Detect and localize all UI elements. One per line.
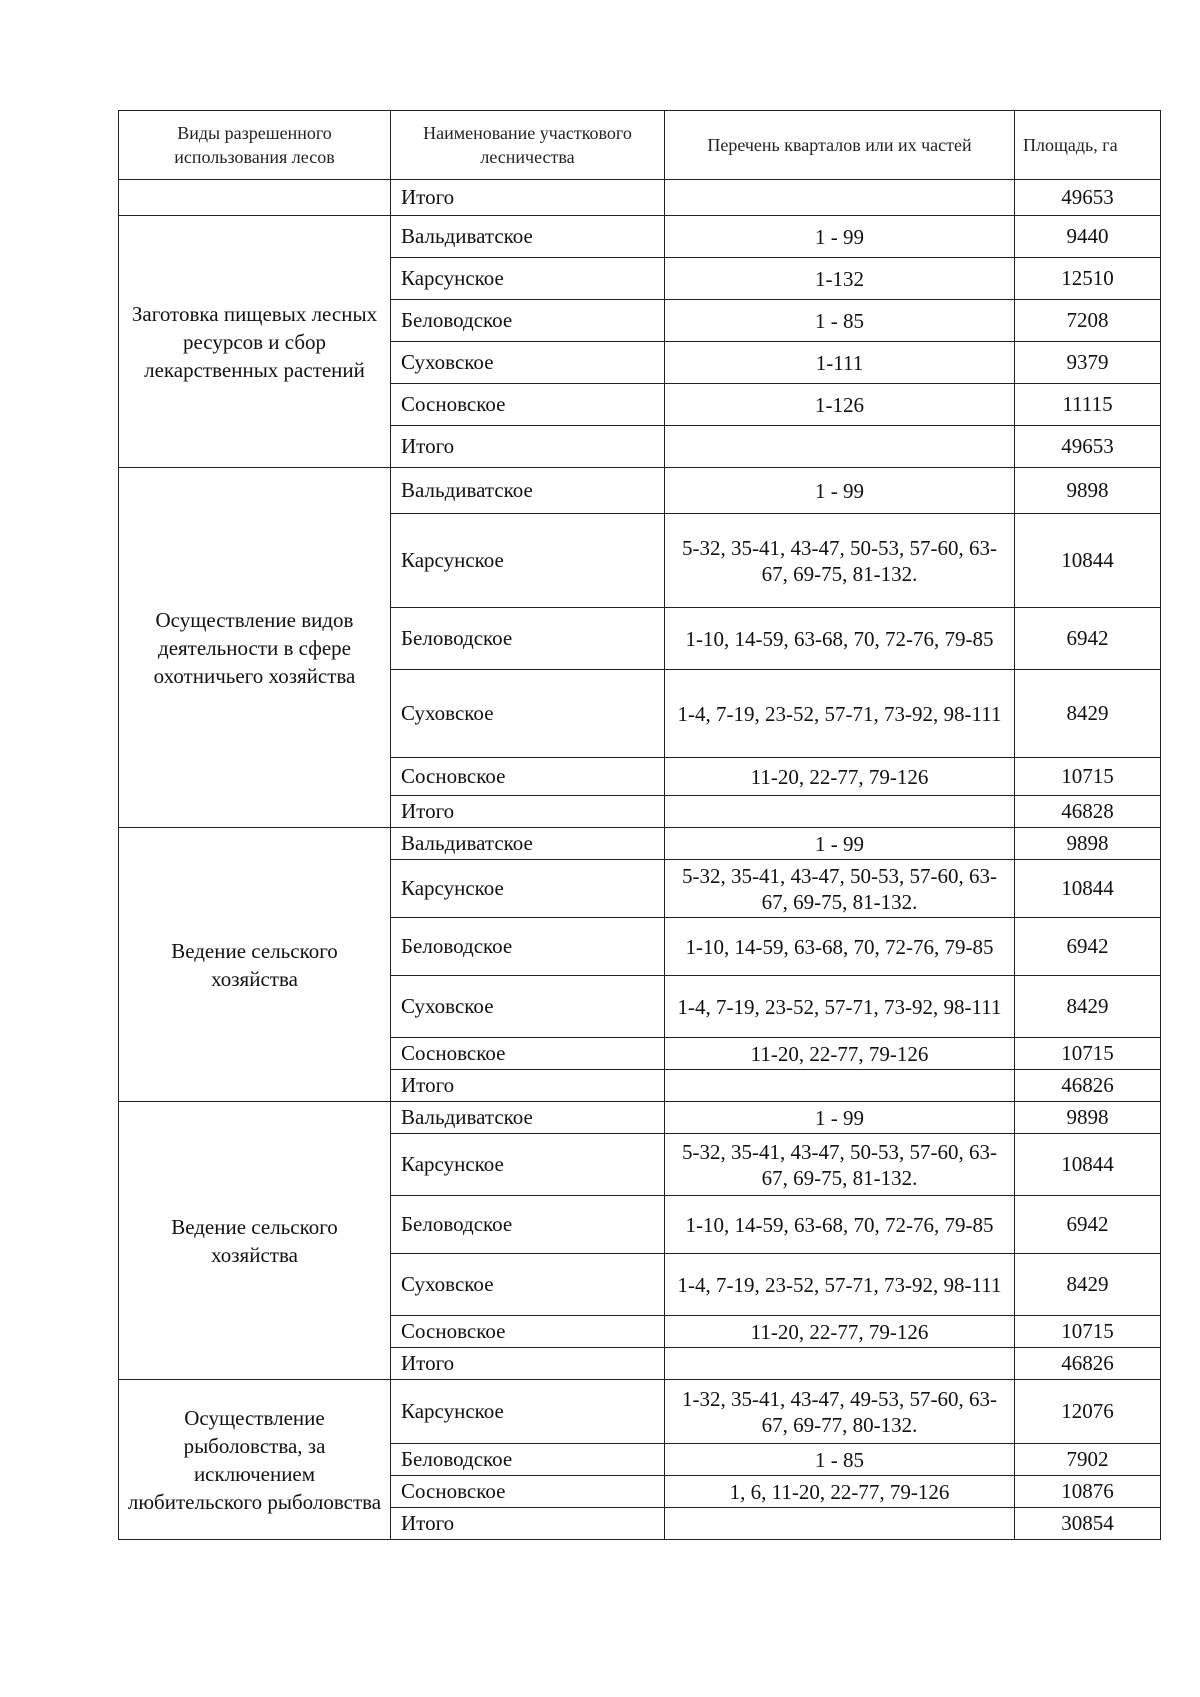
header-area-ha: Площадь, га <box>1015 111 1161 180</box>
use-type-cell <box>119 180 391 216</box>
forestry-name-cell: Сосновское <box>391 384 665 426</box>
forest-use-table <box>118 110 1161 1540</box>
forestry-name-cell: Вальдиватское <box>391 828 665 860</box>
area-cell: 6942 <box>1015 918 1161 976</box>
use-type-cell: Заготовка пищевых лесных ресурсов и сбор лекарственных растений <box>119 216 391 468</box>
area-cell: 49653 <box>1015 180 1161 216</box>
area-cell: 10715 <box>1015 1316 1161 1348</box>
area-cell: 10844 <box>1015 1134 1161 1196</box>
forestry-name-cell: Итого <box>391 426 665 468</box>
quarters-cell: 1-10, 14-59, 63-68, 70, 72-76, 79-85 <box>665 1196 1015 1254</box>
use-type-cell: Осуществление видов деятельности в сфере охотничьего хозяйства <box>119 468 391 828</box>
area-cell: 6942 <box>1015 608 1161 670</box>
forestry-name-cell: Беловодское <box>391 300 665 342</box>
forestry-name-cell: Беловодское <box>391 918 665 976</box>
table-row <box>119 1380 1161 1444</box>
area-cell: 9898 <box>1015 468 1161 514</box>
quarters-cell: 1 - 99 <box>665 828 1015 860</box>
area-cell: 8429 <box>1015 976 1161 1038</box>
forestry-name-cell: Карсунское <box>391 1134 665 1196</box>
area-cell: 10876 <box>1015 1476 1161 1508</box>
forestry-name-cell: Суховское <box>391 670 665 758</box>
quarters-cell: 5-32, 35-41, 43-47, 50-53, 57-60, 63-67, 69-75, 81-132. <box>665 1134 1015 1196</box>
forestry-name-cell: Карсунское <box>391 1380 665 1444</box>
forestry-name-cell: Беловодское <box>391 608 665 670</box>
quarters-cell: 1 - 99 <box>665 1102 1015 1134</box>
area-cell: 10844 <box>1015 514 1161 608</box>
forestry-name-cell: Беловодское <box>391 1444 665 1476</box>
forestry-name-cell: Вальдиватское <box>391 216 665 258</box>
forestry-name-cell: Итого <box>391 796 665 828</box>
quarters-cell: 1-32, 35-41, 43-47, 49-53, 57-60, 63-67, 69-77, 80-132. <box>665 1380 1015 1444</box>
forestry-name-cell: Карсунское <box>391 258 665 300</box>
quarters-cell <box>665 796 1015 828</box>
area-cell: 46826 <box>1015 1348 1161 1380</box>
table-row <box>119 216 1161 258</box>
quarters-cell: 1-111 <box>665 342 1015 384</box>
area-cell: 9379 <box>1015 342 1161 384</box>
area-cell: 30854 <box>1015 1508 1161 1540</box>
forestry-name-cell: Суховское <box>391 976 665 1038</box>
table-row <box>119 1102 1161 1134</box>
table-header <box>119 111 1161 180</box>
area-cell: 10844 <box>1015 860 1161 918</box>
forestry-name-cell: Суховское <box>391 342 665 384</box>
forestry-name-cell: Сосновское <box>391 758 665 796</box>
header-type-of-use: Виды разрешенного использования лесов <box>119 111 391 180</box>
quarters-cell: 11-20, 22-77, 79-126 <box>665 758 1015 796</box>
quarters-cell <box>665 180 1015 216</box>
area-cell: 9440 <box>1015 216 1161 258</box>
quarters-cell: 11-20, 22-77, 79-126 <box>665 1038 1015 1070</box>
area-cell: 9898 <box>1015 828 1161 860</box>
quarters-cell: 1-132 <box>665 258 1015 300</box>
area-cell: 8429 <box>1015 670 1161 758</box>
quarters-cell: 1 - 99 <box>665 468 1015 514</box>
quarters-cell: 1-10, 14-59, 63-68, 70, 72-76, 79-85 <box>665 918 1015 976</box>
quarters-cell: 1, 6, 11-20, 22-77, 79-126 <box>665 1476 1015 1508</box>
quarters-cell: 1-4, 7-19, 23-52, 57-71, 73-92, 98-111 <box>665 670 1015 758</box>
forestry-name-cell: Вальдиватское <box>391 468 665 514</box>
quarters-cell: 5-32, 35-41, 43-47, 50-53, 57-60, 63-67, 69-75, 81-132. <box>665 860 1015 918</box>
use-type-cell: Ведение сельского хозяйства <box>119 1102 391 1380</box>
forestry-name-cell: Сосновское <box>391 1038 665 1070</box>
area-cell: 12510 <box>1015 258 1161 300</box>
quarters-cell <box>665 1070 1015 1102</box>
table-row <box>119 468 1161 514</box>
area-cell: 12076 <box>1015 1380 1161 1444</box>
table-row <box>119 180 1161 216</box>
quarters-cell: 1-4, 7-19, 23-52, 57-71, 73-92, 98-111 <box>665 976 1015 1038</box>
use-type-cell: Осуществление рыболовства, за исключением любительского рыболовства <box>119 1380 391 1540</box>
area-cell: 9898 <box>1015 1102 1161 1134</box>
quarters-cell: 1-4, 7-19, 23-52, 57-71, 73-92, 98-111 <box>665 1254 1015 1316</box>
quarters-cell <box>665 1508 1015 1540</box>
header-forestry-name: Наименование участкового лесничества <box>391 111 665 180</box>
header-row <box>119 111 1161 180</box>
quarters-cell: 1 - 99 <box>665 216 1015 258</box>
area-cell: 8429 <box>1015 1254 1161 1316</box>
quarters-cell: 1 - 85 <box>665 300 1015 342</box>
forestry-name-cell: Карсунское <box>391 860 665 918</box>
table-row <box>119 828 1161 860</box>
quarters-cell: 1-126 <box>665 384 1015 426</box>
area-cell: 11115 <box>1015 384 1161 426</box>
quarters-cell: 1-10, 14-59, 63-68, 70, 72-76, 79-85 <box>665 608 1015 670</box>
area-cell: 46828 <box>1015 796 1161 828</box>
quarters-cell: 11-20, 22-77, 79-126 <box>665 1316 1015 1348</box>
area-cell: 6942 <box>1015 1196 1161 1254</box>
quarters-cell: 5-32, 35-41, 43-47, 50-53, 57-60, 63-67, 69-75, 81-132. <box>665 514 1015 608</box>
forestry-name-cell: Сосновское <box>391 1476 665 1508</box>
header-quarters-list: Перечень кварталов или их частей <box>665 111 1015 180</box>
quarters-cell <box>665 426 1015 468</box>
forestry-name-cell: Карсунское <box>391 514 665 608</box>
table-body <box>119 180 1161 1540</box>
area-cell: 10715 <box>1015 1038 1161 1070</box>
area-cell: 7902 <box>1015 1444 1161 1476</box>
quarters-cell <box>665 1348 1015 1380</box>
area-cell: 46826 <box>1015 1070 1161 1102</box>
area-cell: 49653 <box>1015 426 1161 468</box>
forestry-name-cell: Итого <box>391 1348 665 1380</box>
area-cell: 10715 <box>1015 758 1161 796</box>
area-cell: 7208 <box>1015 300 1161 342</box>
use-type-cell: Ведение сельского хозяйства <box>119 828 391 1102</box>
forestry-name-cell: Суховское <box>391 1254 665 1316</box>
forestry-name-cell: Итого <box>391 1508 665 1540</box>
forestry-name-cell: Итого <box>391 1070 665 1102</box>
forestry-name-cell: Вальдиватское <box>391 1102 665 1134</box>
forestry-name-cell: Сосновское <box>391 1316 665 1348</box>
forestry-name-cell: Беловодское <box>391 1196 665 1254</box>
forestry-name-cell: Итого <box>391 180 665 216</box>
quarters-cell: 1 - 85 <box>665 1444 1015 1476</box>
